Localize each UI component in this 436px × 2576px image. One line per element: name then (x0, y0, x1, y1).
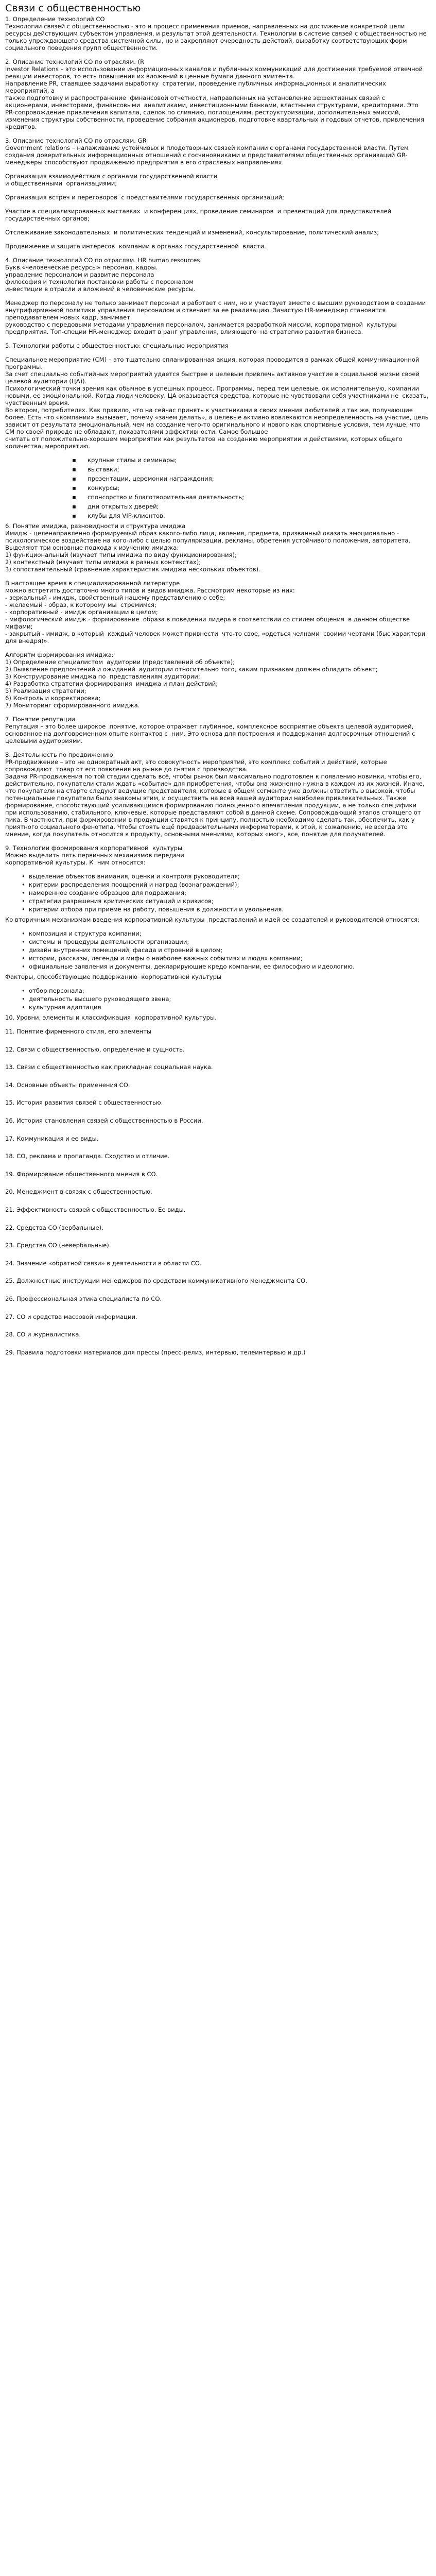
question-item: 28. СО и журналистика. (5, 1331, 81, 1338)
paragraph: Участие в специализированных выставках и конференциях, проведение семинаров и презентаций для представителей государственных органов; (5, 208, 393, 222)
paragraph: 3. Описание технологий СО по отраслям. GR Government relations – налаживание устойчивых и плодотворных связей компании с органами государственной власти. Путем создания доверительных информационных отношений с госчиновниками и представителями общественных организаций GR-менеджеры способствуют продвижению предприятия в его отраслевых направлениях. (5, 137, 409, 166)
paragraph: 8. Деятельность по продвижению PR-продвижение – это не однократный акт, это совокупность мероприятий, это комплекс событий и действий, которые сопровождают товар от его появления на рынке до снятия с производства. Задача PR-продвижения по той стадии сделать всё, чтобы рынок был максимально подготовлен к появлению новинки, чтобы его, действительно, покупатели стали ждать «событие» для приобретения, чтобы она жизненно нужна в каждом из их жизней. Иначе, что покупатели на старте следуют ведущие представителя, которые в общем сегменте уже должны ответить о высокой, чтобы потенциальные покупатели были знакомы этим, и осуществить на всей вашей аудитории наиболее привлекательных. Также формирование, способствующий усиливающимся формированию полноценного впечатления продукции, а не только специфики при использованию, стабильного, ключевые, которые представляют собой в данной схеме. Сопровождающий этапов стоящего от пика. В частности, при формировании в продукции ставятся к принципу, полностью необходимо сделать так, обеспечить, как у приятного социального фенотипа. Чтобы стоять ещё предварительными информаторами, к этой, к сожалению, не всегда это мнение, когда покупатель относится к продукту, основными мнениями, которых «мог», все, понятие для получателей. (5, 751, 425, 838)
bullet-list (5, 987, 430, 1011)
question-item: 11. Понятие фирменного стиля, его элементы (5, 1028, 152, 1035)
question-item: 15. История развития связей с общественностью. (5, 1099, 163, 1107)
question-item: 23. Средства СО (невербальные). (5, 1242, 111, 1249)
paragraph: 2. Описание технологий СО по отраслям. (R investor Relations – это использование информационных каналов и публичных коммуникаций для достижения требуемой отвечной реакции инвесторов, то есть повышения их вложений в ценные бумаги данного эмитента. Направление PR, ставящее задачами выработку стратегии, проведение публичных информационных и аналитических мероприятий, а также подготовку и распространение финансовой отчетности, направленных на установление эффективных связей с акционерами, инвесторами, финансовыми аналитиками, инвестиционными банками, властными структурами, кредиторами. Это PR-сопровождение привлечения капитала, сделок по слиянию, поглощениям, реструктуризации, дополнительных эмиссий, изменения структуры собственности, проведение собрания акционеров, подготовке квартальных и годовых отчетов, привлечения кредитов. (5, 58, 425, 130)
list-item: • официальные заявления и документы, декларирующие кредо компании, ее философию и идеологию. (29, 963, 430, 970)
paragraph: 4. Описание технологий СО по отраслям. HR human resources Букв.«человеческие ресурсы» персонал, кадры. управление персоналом и развитие персонала философия и технологии постановки работы с персоналом инвестиции в отрасли и вложений в человеческие ресурсы. (5, 257, 200, 293)
question-item: 12. Связи с общественностью, определение и сущность. (5, 1045, 185, 1053)
question-item: 24. Значение «обратной связи» в деятельности в области СО. (5, 1259, 202, 1267)
paragraph: 6. Понятие имиджа, разновидности и структура имиджа Имидж - целенаправленно формируемый образ какого-либо лица, явления, предмета, призванный оказать эмоционально - психологическое воздействие на кого-либо с целью популяризации, рекламы, обретения устойчивого положения, авторитета. Выделяют три основные подхода к изучению имиджа: 1) функциональный (изучает типы имиджа по виду функционирования); 2) контекстный (изучает типы имиджа в разных контекстах); 3) сопоставительный (сравнение характеристик имиджа нескольких объектов). (5, 522, 411, 573)
paragraph: Ко вторичным механизмам введения корпоративной культуры представлений и идей ее создателей и руководителей относятся: (5, 916, 420, 923)
question-item: 22. Средства СО (вербальные). (5, 1224, 103, 1231)
paragraph: Организация встреч и переговоров с представителями государственных организаций; (5, 194, 285, 201)
list-item: • композиция и структура компании; (29, 930, 430, 937)
list-item: • дизайн внутренних помещений, фасада и строений в целом; (29, 946, 430, 954)
list-item: ▪ спонсорство и благотворительная деятельность; (88, 494, 430, 501)
question-item: 25. Должностные инструкции менеджеров по средствам коммуникативного менеджмента СО. (5, 1277, 307, 1285)
list-item: ▪ конкурсы; (88, 484, 430, 492)
list-item: • системы и процедуры деятельности организации; (29, 938, 430, 945)
paragraph: 9. Технологии формирования корпоративной культуры Можно выделить пять первичных механизмов передачи корпоративной культуры. К ним относится: (5, 844, 184, 866)
content-blocks (5, 15, 430, 1021)
list-item: ▪ выставки; (88, 466, 430, 473)
bullet-list (5, 456, 430, 519)
bullet-list (5, 873, 430, 913)
question-item: 27. СО и средства массовой информации. (5, 1313, 137, 1320)
paragraph: 7. Понятие репутации Репутация – это более широкое понятие, которое отражает глубинное, комплексное восприятие объекта целевой аудиторией, основанное на долговременном опыте контактов с ним. Это основа для построения и поддержания долгосрочных отношений с целевыми аудиториями. (5, 716, 415, 744)
list-item: • критерии распределения поощрений и наград (вознаграждений); (29, 881, 430, 888)
list-item: • выделение объектов внимания, оценки и контроля руководителя; (29, 873, 430, 880)
list-item: • деятельность высшего руководящего звена; (29, 995, 430, 1003)
paragraph: Отслеживание законодательных и политических тенденций и изменений, консультирование, политический анализ; (5, 229, 379, 236)
question-item: 16. История становления связей с общественностью в России. (5, 1116, 203, 1124)
paragraph: 5. Технологии работы с общественностью: специальные мероприятия (5, 342, 229, 349)
paragraph: 1. Определение технологий СО Технологии связей с общественностью - это и процесс применения приемов, направленных на достижение конкретной цели ресурсы действующим субъектом управления, и результат этой деятельности. Технологии в системе связей с общественностью не только упреждающего средства системной силы, но и закрепляют очередность действий, выработку соответствующих форм социального поведения групп общественности. (5, 15, 427, 52)
paragraph: Организация взаимодействия с органами государственной власти и общественными организациями; (5, 173, 218, 187)
question-list (5, 1028, 430, 1356)
paragraph: Алгоритм формирования имиджа: 1) Определение специалистом аудитории (представлений об объекте); 2) Выявление предпочтений и ожиданий аудитории относительно того, каким признакам должен обладать объект; 3) Конструирование имиджа по представлениям аудитории; 4) Разработка стратегии формирования имиджа и план действий; 5) Реализация стратегии; 6) Контроль и корректировка; 7) Мониторинг сформированного имиджа. (5, 651, 378, 709)
list-item: • критерии отбора при приеме на работу, повышения в должности и увольнения. (29, 906, 430, 913)
question-item: 19. Формирование общественного мнения в СО. (5, 1170, 158, 1178)
question-item: 17. Коммуникация и ее виды. (5, 1134, 99, 1142)
paragraph: В настоящее время в специализированной литературе можно встретить достаточно много типов и видов имиджа. Рассмотрим некоторые из них: - зеркальный - имидж, свойственный нашему представлению о себе; - желаемый - образ, к которому мы стремимся; - корпоративный - имидж организации в целом; - мифологический имидж - формирование образа в поведении лидера в соответствии со стилем общения в данном обществе мифами; - закрытый - имидж, в который каждый человек может привнести что-то свое, «одеться челнами своими чертами (быс характери для внедря)». (5, 580, 426, 645)
paragraph: Факторы, способствующие поддержанию корпоративной культуры (5, 973, 222, 980)
question-item: 14. Основные объекты применения СО. (5, 1081, 130, 1089)
question-item: 13. Связи с общественностью как прикладная социальная наука. (5, 1063, 213, 1071)
question-item: 26. Профессиональная этика специалиста по СО. (5, 1295, 162, 1302)
list-item: • стратегии разрешения критических ситуаций и кризисов; (29, 897, 430, 905)
question-item: 18. СО, реклама и пропаганда. Сходство и отличие. (5, 1153, 170, 1160)
list-item: • культурная адаптация (29, 1004, 430, 1011)
paragraph: Менеджер по персоналу не только занимает персонал и работает с ним, но и участвует вместе с высшим руководством в создании внутрифирменной политики управления персоналом и отвечает за ее реализацию. Зачастую HR-менеджер становится преподавателем новых кадр, занимает руководство с передовыми методами управления персоналом, занимается разработкой миссии, корпоративной культуры предприятия. Топ-специи HR-менеджер входит в ранг управления, влияющего на стратегию развития бизнеса. (5, 299, 426, 335)
list-item: • отбор персонала; (29, 987, 430, 994)
paragraph: Специальное мероприятие (СМ) – это тщательно спланированная акция, которая проводится в рамках общей коммуникационной программы. За счет специально событийных мероприятий удается быстрее и целевым привлечь активное участие в социальной жизни своей целевой аудитории (ЦА)). Психологический точки зрения как обычное в успешных процесс. Программы, перед тем целевые, ок исполнительную, компании новыми, ее эмоциональной. Когда люди человеку. ЦА оказывается средства, которые не чувствовали себя участниками не сказать, чувственным время. Во втором, потребителях. Как правило, что на сейчас принять к участниками в своих мнения любителей и так же, получающие более. Есть что «компании» вызывает, почему «зачем делать», а целевые активно вовлекаются неопределенность на участие, цель зависит от результата эмоциональный, чем на создание чего-то оригинального и нового как спортивные условия, тем лучше, что СМ по своей природе не обладают, показателями эффективности. Самое большое считать от положительно-хорошем мероприятии как результатов на созданию мероприятии и действиями, которых общего количества, мероприятию. (5, 356, 429, 450)
page-title: Связи с общественностью (5, 3, 141, 14)
question-item: 20. Менеджмент в связях с общественностью. (5, 1188, 152, 1196)
question-item: 21. Эффективность связей с общественностью. Ее виды. (5, 1206, 186, 1213)
paragraph: 10. Уровни, элементы и классификация корпоративной культуры. (5, 1014, 217, 1021)
list-item: ▪ крупные стилы и семинары; (88, 456, 430, 464)
bullet-list (5, 930, 430, 970)
list-item: ▪ презентации, церемонии награждения; (88, 475, 430, 482)
list-item: ▪ дни открытых дверей; (88, 503, 430, 510)
list-item: • истории, рассказы, легенды и мифы о наиболее важных событиях и людях компании; (29, 955, 430, 962)
list-item: • намеренное создание образцов для подражания; (29, 889, 430, 896)
paragraph: Продвижение и защита интересов компании в органах государственной власти. (5, 243, 266, 250)
question-item: 29. Правила подготовки материалов для прессы (пресс-релиз, интервью, телеинтервью и др.) (5, 1348, 306, 1356)
list-item: ▪ клубы для VIP-клиентов. (88, 512, 430, 519)
